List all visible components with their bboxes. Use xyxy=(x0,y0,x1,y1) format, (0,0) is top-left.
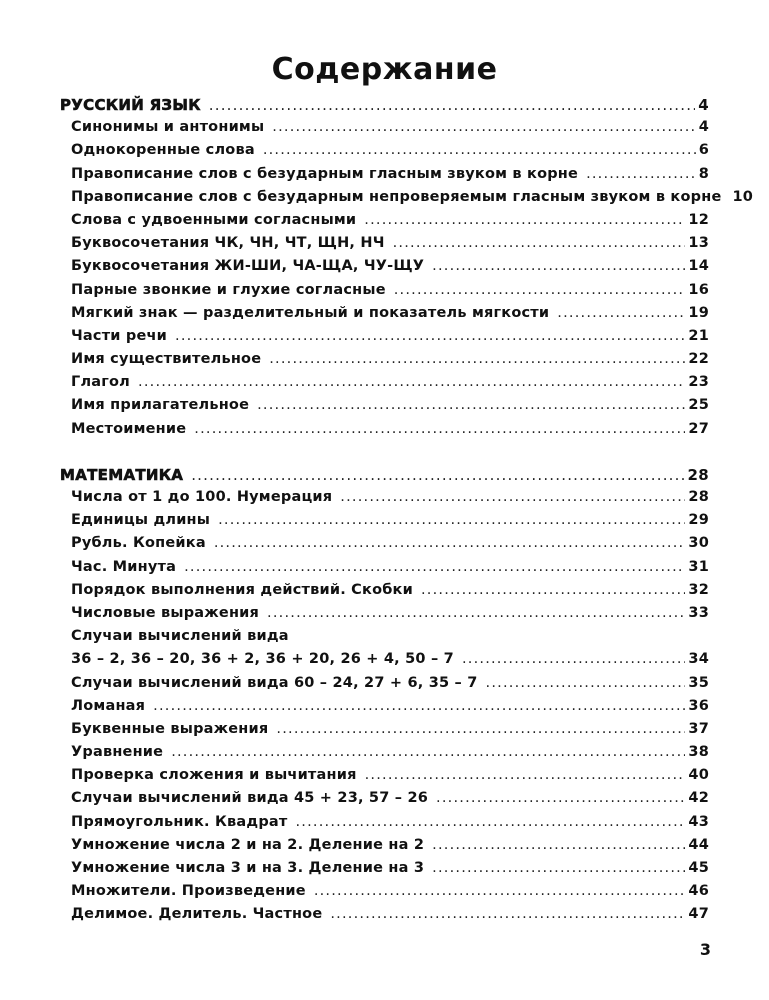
section-page: 28 xyxy=(687,465,709,484)
toc-entry: Слова с удвоенными согласными ..... 12 xyxy=(60,212,709,235)
entry-page: 27 xyxy=(688,420,709,437)
toc-entry: Однокоренные слова ..... 6 xyxy=(60,142,709,165)
entry-page: 14 xyxy=(688,258,709,275)
dot-leader xyxy=(365,767,686,783)
entry-page: 34 xyxy=(688,651,709,668)
dot-leader xyxy=(138,374,685,390)
toc-entry: Правописание слов с безударным непроверяемым гласным звуком в корне 10 xyxy=(71,188,754,205)
dot-leader xyxy=(263,142,696,158)
section-spacer xyxy=(60,444,709,466)
toc-entry: Прямоугольник. Квадрат ..... 43 xyxy=(60,814,709,837)
dot-leader xyxy=(432,837,685,853)
section-page: 4 xyxy=(698,96,709,114)
toc-entry: Случаи вычислений вида xyxy=(71,628,289,645)
dot-leader xyxy=(184,559,685,575)
entry-page: 30 xyxy=(688,535,709,552)
toc-entry: Ломаная ..... 36 xyxy=(60,698,709,721)
entry-page: 37 xyxy=(688,720,709,737)
entry-page: 21 xyxy=(688,327,709,344)
page-title: Содержание xyxy=(271,52,498,87)
dot-leader xyxy=(557,305,685,321)
toc-entry: Мягкий знак — разделительный и показатель мягкости ..... 19 xyxy=(60,305,709,328)
entry-page: 44 xyxy=(688,836,709,853)
dot-leader xyxy=(153,698,685,714)
dot-leader xyxy=(276,721,685,737)
entry-page: 33 xyxy=(688,604,709,621)
toc-section-russian xyxy=(60,96,709,119)
dot-leader xyxy=(171,744,685,760)
dot-leader xyxy=(486,675,686,691)
entry-page: 43 xyxy=(688,813,709,830)
toc-entry: 36 – 2, 36 – 20, 36 + 2, 36 + 20, 26 + 4, 50 – 7 ..... 34 xyxy=(60,651,709,674)
entry-page: 31 xyxy=(688,558,709,575)
toc-entry: Проверка сложения и вычитания ..... 40 xyxy=(60,767,709,790)
dot-leader xyxy=(272,119,695,135)
toc-entry: Правописание слов с безударным гласным звуком в корне ..... 8 xyxy=(60,166,709,189)
toc-entry: Делимое. Делитель. Частное ..... 47 xyxy=(60,906,709,929)
dot-leader xyxy=(267,605,685,621)
dot-leader xyxy=(214,535,686,551)
entry-page: 32 xyxy=(688,581,709,598)
toc-entry: Рубль. Копейка ..... 30 xyxy=(60,535,709,558)
toc-entry: Имя существительное ..... 22 xyxy=(60,351,709,374)
toc-section-math xyxy=(60,466,709,489)
toc-entry: Буквосочетания ЧК, ЧН, ЧТ, ЩН, НЧ ..... 13 xyxy=(60,235,709,258)
dot-leader xyxy=(191,466,684,484)
entry-page: 13 xyxy=(688,235,709,252)
dot-leader xyxy=(432,860,685,876)
dot-leader xyxy=(364,212,685,228)
dot-leader xyxy=(175,328,685,344)
toc-entry: Случаи вычислений вида 45 + 23, 57 – 26 ..... 42 xyxy=(60,790,709,813)
dot-leader xyxy=(218,512,685,528)
entry-page: 40 xyxy=(688,767,709,784)
entry-page: 19 xyxy=(688,304,709,321)
entry-page: 36 xyxy=(688,697,709,714)
entry-page: 45 xyxy=(688,860,709,876)
toc-entry: Час. Минута ..... 31 xyxy=(60,559,709,582)
toc-entry: Умножение числа 3 и на 3. Деление на 3 ..... 45 xyxy=(60,860,709,883)
entry-page: 25 xyxy=(688,397,709,414)
toc-entry: Парные звонкие и глухие согласные ..... 16 xyxy=(60,282,709,305)
toc-entry: Порядок выполнения действий. Скобки ..... 32 xyxy=(60,582,709,605)
page-number: 3 xyxy=(699,940,711,959)
entry-page: 6 xyxy=(698,142,709,159)
entry-page: 29 xyxy=(688,512,709,529)
entry-page: 23 xyxy=(688,374,709,391)
dot-leader xyxy=(436,790,685,806)
dot-leader xyxy=(462,651,685,667)
dot-leader xyxy=(209,96,695,114)
entry-page: 38 xyxy=(688,744,709,761)
toc-entry: Синонимы и антонимы ..... 4 xyxy=(60,119,709,142)
entry-page: 16 xyxy=(688,281,709,298)
toc-entry: Части речи ..... 21 xyxy=(60,328,709,351)
toc-entry: Множители. Произведение ..... 46 xyxy=(60,883,709,906)
section-title: МАТЕМАТИКА xyxy=(60,465,184,484)
dot-leader xyxy=(257,397,685,413)
entry-page: 10 xyxy=(732,188,754,205)
dot-leader xyxy=(330,906,685,922)
toc-entry: Единицы длины ..... 29 xyxy=(60,512,709,535)
toc-entry: Имя прилагательное ..... 25 xyxy=(60,397,709,420)
dot-leader xyxy=(314,883,686,899)
dot-leader xyxy=(432,258,685,274)
toc-entry: Местоимение ..... 27 xyxy=(60,421,709,444)
dot-leader xyxy=(393,235,686,251)
entry-page: 12 xyxy=(688,211,709,228)
toc-entry: Числовые выражения ..... 33 xyxy=(60,605,709,628)
toc-entry: Случаи вычислений вида 60 – 24, 27 + 6, 35 – 7 ..... 35 xyxy=(60,675,709,698)
toc-entry: Глагол ..... 23 xyxy=(60,374,709,397)
entry-page: 35 xyxy=(688,674,709,691)
toc-entry: Буквосочетания ЖИ-ШИ, ЧА-ЩА, ЧУ-ЩУ ..... 14 xyxy=(60,258,709,281)
dot-leader xyxy=(194,421,685,437)
dot-leader xyxy=(340,489,685,505)
section-title: РУССКИЙ ЯЗЫК xyxy=(60,96,201,114)
dot-leader xyxy=(421,582,685,598)
entry-page: 42 xyxy=(688,790,709,807)
toc-entry: Уравнение ..... 38 xyxy=(60,744,709,767)
dot-leader xyxy=(295,814,685,830)
entry-page: 47 xyxy=(688,906,709,923)
toc-entry: Числа от 1 до 100. Нумерация ..... 28 xyxy=(60,489,709,512)
toc-entry: Буквенные выражения ..... 37 xyxy=(60,721,709,744)
table-of-contents xyxy=(60,96,754,930)
entry-page: 4 xyxy=(698,119,709,136)
entry-page: 8 xyxy=(698,165,709,182)
dot-leader xyxy=(586,166,696,182)
entry-page: 46 xyxy=(688,883,709,900)
entry-page: 28 xyxy=(688,489,709,505)
toc-entry: Умножение числа 2 и на 2. Деление на 2 ..... 44 xyxy=(60,837,709,860)
dot-leader xyxy=(394,282,686,298)
dot-leader xyxy=(269,351,685,367)
entry-page: 22 xyxy=(688,351,709,368)
